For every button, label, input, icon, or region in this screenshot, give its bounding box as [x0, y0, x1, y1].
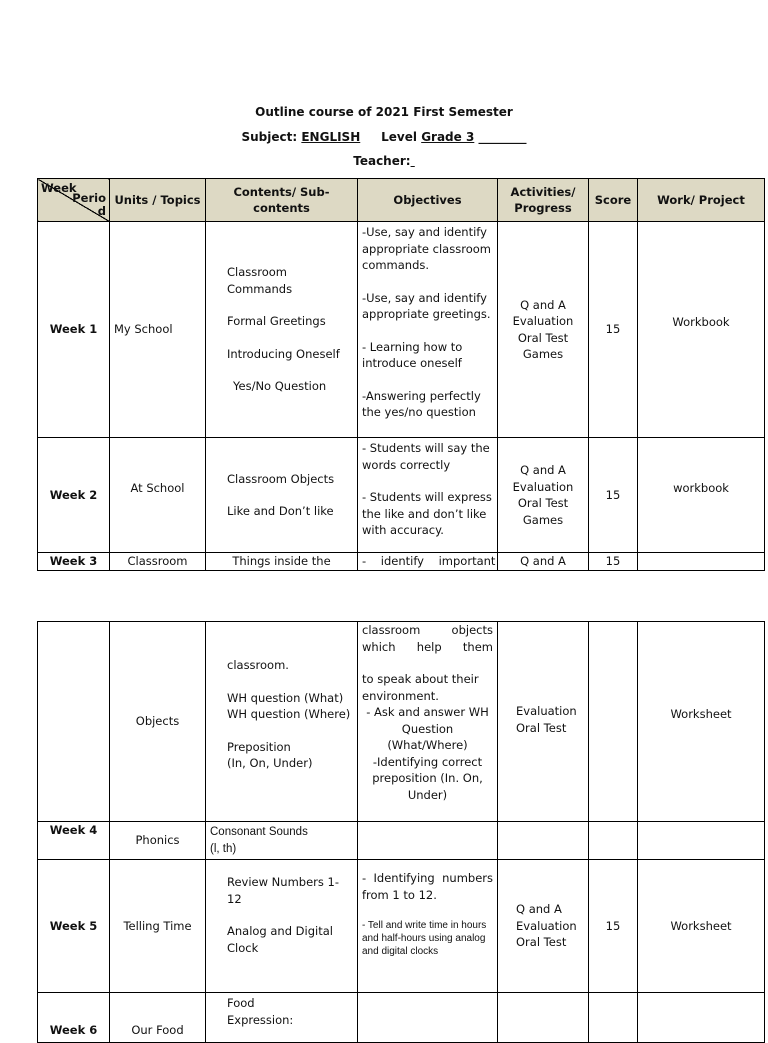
content-item: Analog and Digital Clock — [227, 924, 333, 955]
activity-item: Q and A — [520, 463, 566, 477]
table-row-week2 — [38, 438, 765, 553]
content-item: WH question (What) — [227, 690, 344, 705]
contents-cell — [206, 622, 358, 822]
content-item: Consonant Sounds — [210, 826, 308, 838]
content-item: Introducing Oneself — [227, 346, 340, 361]
unit-cell: Objects — [110, 622, 206, 822]
course-outline-table-part1 — [37, 178, 765, 571]
activities-cell — [498, 860, 589, 993]
objectives-cell — [358, 860, 498, 993]
unit-cell: Telling Time — [110, 860, 206, 993]
activities-header: Activities/ Progress — [498, 179, 589, 222]
activity-item: Q and A — [520, 297, 566, 312]
objectives-header: Objectives — [358, 179, 498, 222]
activity-item: Oral Test — [517, 330, 569, 345]
activity-item: Evaluation — [516, 704, 577, 718]
activity-item: Q and A — [516, 902, 562, 917]
table-row-week3-start — [38, 553, 765, 571]
level-value: Grade 3 — [421, 130, 475, 144]
week-cell: Week 6 — [38, 993, 110, 1043]
work-cell: Worksheet — [638, 622, 765, 822]
score-cell — [589, 822, 638, 860]
score-cell — [589, 993, 638, 1043]
content-item: Like and Don’t like — [227, 504, 334, 518]
activities-cell — [498, 822, 589, 860]
content-item: Preposition — [227, 739, 291, 754]
work-header: Work/ Project — [638, 179, 765, 222]
work-cell: workbook — [638, 438, 765, 553]
activities-cell: Q and A — [498, 553, 589, 571]
objective-item: - Tell and write time in hours and half-hours using analog and digital clocks — [362, 920, 487, 957]
table-row-week6 — [38, 993, 765, 1043]
period-header-label: Period — [72, 191, 106, 218]
content-item: Classroom Objects — [227, 471, 335, 486]
week-cell: Week 3 — [38, 553, 110, 571]
content-item: classroom. — [227, 658, 289, 673]
content-item: Classroom Commands — [227, 265, 293, 296]
objectives-cell — [358, 622, 498, 822]
score-cell: 15 — [589, 860, 638, 993]
objective-item: - Students will express the like and don’t like with accuracy. — [362, 490, 492, 537]
work-cell: Worksheet — [638, 860, 765, 993]
course-outline-table-part2 — [37, 621, 765, 1043]
week-cell: Week 1 — [38, 222, 110, 438]
work-cell — [638, 553, 765, 571]
objectives-cell — [358, 993, 498, 1043]
subject-value: ENGLISH — [301, 130, 361, 144]
activity-item: Evaluation — [512, 314, 574, 328]
table-row-week4 — [38, 822, 765, 860]
objective-item: -Answering perfectly the yes/no question — [362, 388, 481, 419]
unit-cell: Phonics — [110, 822, 206, 860]
score-cell: 15 — [589, 438, 638, 553]
document-title: Outline course of 2021 First Semester — [255, 105, 513, 119]
level-label: Level — [381, 130, 417, 144]
subject-level-line — [0, 130, 768, 144]
score-header: Score — [589, 179, 638, 222]
content-item: (In, On, Under) — [227, 756, 313, 771]
activities-cell — [498, 622, 589, 822]
activities-cell — [498, 222, 589, 438]
table-row-week1 — [38, 222, 765, 438]
week-cell: Week 5 — [38, 860, 110, 993]
objective-item: - identify important — [362, 554, 496, 569]
content-item: Expression: — [227, 1012, 294, 1027]
objective-item: classroom objects which help them — [362, 623, 493, 654]
content-item: Review Numbers 1-12 — [227, 875, 339, 906]
objective-item: -Use, say and identify appropriate greetings. — [362, 290, 491, 321]
activities-cell — [498, 993, 589, 1043]
objective-item: -Use, say and identify appropriate classroom commands. — [362, 225, 491, 272]
activity-item: Games — [522, 512, 564, 527]
activity-item: Evaluation — [512, 479, 574, 494]
table-row-week3-cont — [38, 622, 765, 822]
activity-item: Oral Test — [516, 935, 567, 950]
objective-item: - Ask and answer WH Question (What/Where) — [366, 705, 489, 752]
score-cell: 15 — [589, 222, 638, 438]
contents-header: Contents/ Sub-contents — [206, 179, 358, 222]
objective-item: - Students will say the words correctly — [362, 441, 490, 472]
content-item: Yes/No Question — [233, 379, 327, 394]
week-period-header — [38, 179, 110, 222]
content-item: WH question (Where) — [227, 707, 351, 722]
unit-cell: Our Food — [110, 993, 206, 1043]
contents-cell — [206, 993, 358, 1043]
teacher-label: Teacher: — [353, 154, 411, 168]
objective-item: to speak about their environment. — [362, 672, 479, 703]
week-header-label: Week — [41, 181, 77, 195]
score-cell: 15 — [589, 553, 638, 571]
content-item: Formal Greetings — [227, 314, 326, 329]
content-item: (l, th) — [210, 842, 237, 855]
objective-item: - Learning how to introduce oneself — [362, 339, 463, 370]
contents-cell — [206, 438, 358, 553]
objective-item: -Identifying correct preposition (In. On, Under) — [372, 754, 483, 802]
score-cell — [589, 622, 638, 822]
week-cell: Week 4 — [38, 822, 110, 860]
units-header: Units / Topics — [110, 179, 206, 222]
table-row-week5 — [38, 860, 765, 993]
objectives-cell — [358, 822, 498, 860]
work-cell — [638, 822, 765, 860]
activities-cell — [498, 438, 589, 553]
activity-item: Games — [522, 347, 564, 361]
activity-item: Evaluation — [516, 918, 577, 933]
unit-cell: My School — [110, 222, 206, 438]
objectives-cell — [358, 222, 498, 438]
contents-cell — [206, 860, 358, 993]
work-cell: Workbook — [638, 222, 765, 438]
activity-item: Oral Test — [517, 496, 569, 510]
work-cell — [638, 993, 765, 1043]
contents-cell — [206, 822, 358, 860]
contents-cell — [206, 222, 358, 438]
level-blank: ________ — [478, 130, 527, 144]
objectives-cell — [358, 438, 498, 553]
objective-item: - Identifying numbers from 1 to 12. — [362, 871, 493, 902]
subject-label: Subject: — [241, 130, 298, 144]
unit-cell: At School — [110, 438, 206, 553]
content-item: Food — [227, 996, 255, 1010]
contents-cell: Things inside the — [206, 553, 358, 571]
activity-item: Oral Test — [516, 720, 567, 735]
objectives-cell — [358, 553, 498, 571]
teacher-line — [0, 154, 768, 168]
unit-cell: Classroom — [110, 553, 206, 571]
week-cell: Week 2 — [38, 438, 110, 553]
week-cell — [38, 622, 110, 822]
